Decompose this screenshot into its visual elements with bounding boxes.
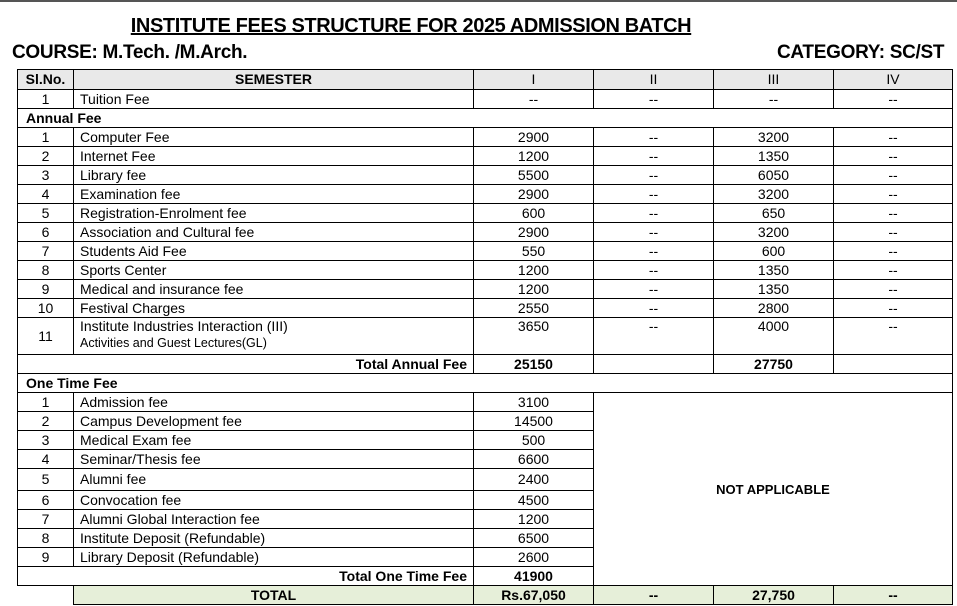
sem-2-value: -- [594,147,714,166]
sem-1-value: 6600 [474,450,594,469]
row-number: 9 [18,548,74,567]
sem-1-value: 600 [474,204,594,223]
sem-3-value: 1350 [714,280,834,299]
one-time-fee-heading: One Time Fee [18,374,953,393]
row-label: Alumni Global Interaction fee [74,510,474,529]
row-label: Association and Cultural fee [74,223,474,242]
sem-1-value: 2900 [474,223,594,242]
tuition-row [18,90,953,109]
sem-1-value: 4500 [474,491,594,510]
sem-1-value: -- [474,90,594,109]
sem-2-value: -- [594,242,714,261]
row-number: 5 [18,204,74,223]
grand-total-label: TOTAL [74,586,474,605]
total-one-time-fee-label: Total One Time Fee [18,567,474,586]
sem-1-value: 6500 [474,529,594,548]
one-time-fee-section-row [18,374,953,393]
row-label: Registration-Enrolment fee [74,204,474,223]
row-number: 9 [18,280,74,299]
document-title: INSTITUTE FEES STRUCTURE FOR 2025 ADMISSION BATCH [130,15,692,37]
sem-1-value: 2400 [474,469,594,491]
annual-fee-heading: Annual Fee [18,109,953,128]
row-number: 7 [18,510,74,529]
sem-4-value: -- [834,204,953,223]
sem-4-value: -- [834,90,953,109]
row-label: Library Deposit (Refundable) [74,548,474,567]
total-annual-fee-sem-2 [594,355,714,374]
sem-4-value: -- [834,242,953,261]
row-label: Medical Exam fee [74,431,474,450]
sem-4-value: -- [834,223,953,242]
row-number: 1 [18,128,74,147]
row-label: Alumni fee [74,469,474,491]
sem-1-value: 1200 [474,280,594,299]
row-label-line-1: Institute Industries Interaction (III) [80,318,288,334]
row-number: 4 [18,450,74,469]
sem-3-value: 1350 [714,147,834,166]
row-label: Tuition Fee [74,90,474,109]
row-number: 1 [18,90,74,109]
table-row [18,242,953,261]
sem-3-value: 3200 [714,185,834,204]
row-number: 6 [18,491,74,510]
sem-4-value: -- [834,147,953,166]
table-row [18,299,953,318]
sem-2-value: -- [594,204,714,223]
table-row-two-line [18,318,953,355]
sem-3-value: 6050 [714,166,834,185]
header-sem-4: IV [834,70,953,90]
row-number: 8 [18,261,74,280]
total-annual-fee-sem-3: 27750 [714,355,834,374]
row-number: 8 [18,529,74,548]
course-label: COURSE: M.Tech. /M.Arch. [12,42,248,63]
total-annual-fee-row [18,355,953,374]
top-rule [0,0,957,2]
total-annual-fee-label: Total Annual Fee [18,355,474,374]
sem-4-value: -- [834,299,953,318]
sem-3-value: 4000 [714,318,834,355]
grand-total-sem-3: 27,750 [714,586,834,605]
sem-1-value: 2900 [474,128,594,147]
sem-4-value: -- [834,261,953,280]
not-applicable-cell: NOT APPLICABLE [594,393,953,586]
row-label: Institute Deposit (Refundable) [74,529,474,548]
row-number: 3 [18,431,74,450]
sem-1-value: 550 [474,242,594,261]
row-label [74,318,474,355]
sem-1-value: 500 [474,431,594,450]
sem-3-value: 600 [714,242,834,261]
sem-1-value: 1200 [474,261,594,280]
table-row [18,147,953,166]
row-number: 2 [18,147,74,166]
total-one-time-fee-value: 41900 [474,567,594,586]
sem-2-value: -- [594,299,714,318]
row-number: 4 [18,185,74,204]
header-sem-2: II [594,70,714,90]
sem-4-value: -- [834,280,953,299]
row-label: Seminar/Thesis fee [74,450,474,469]
row-label: Admission fee [74,393,474,412]
sem-1-value: 2600 [474,548,594,567]
sem-1-value: 3650 [474,318,594,355]
table-row [18,128,953,147]
row-label: Library fee [74,166,474,185]
fees-table [17,69,953,605]
annual-fee-section-row [18,109,953,128]
grand-total-sem-2: -- [594,586,714,605]
row-number: 6 [18,223,74,242]
row-number: 5 [18,469,74,491]
sem-1-value: 14500 [474,412,594,431]
sem-3-value: 3200 [714,223,834,242]
sem-3-value: 1350 [714,261,834,280]
grand-total-spacer [18,586,74,605]
row-number: 3 [18,166,74,185]
table-row [18,223,953,242]
sem-2-value: -- [594,128,714,147]
category-label: CATEGORY: SC/ST [777,42,945,63]
grand-total-row [18,586,953,605]
sem-4-value: -- [834,166,953,185]
row-label: Festival Charges [74,299,474,318]
header-row [18,70,953,90]
sem-1-value: 3100 [474,393,594,412]
header-slno: Sl.No. [18,70,74,90]
row-label: Students Aid Fee [74,242,474,261]
row-number: 7 [18,242,74,261]
sem-2-value: -- [594,280,714,299]
row-label: Convocation fee [74,491,474,510]
sem-3-value: 2800 [714,299,834,318]
header-semester: SEMESTER [74,70,474,90]
header-sem-3: III [714,70,834,90]
sem-1-value: 5500 [474,166,594,185]
sem-3-value: 3200 [714,128,834,147]
sem-3-value: -- [714,90,834,109]
sem-4-value: -- [834,128,953,147]
sem-1-value: 1200 [474,510,594,529]
row-label-line-2: Activities and Guest Lectures(GL) [80,336,267,350]
row-number: 10 [18,299,74,318]
row-number: 2 [18,412,74,431]
sem-1-value: 2550 [474,299,594,318]
total-annual-fee-sem-1: 25150 [474,355,594,374]
table-row [18,393,953,412]
sem-4-value: -- [834,185,953,204]
sem-4-value: -- [834,318,953,355]
row-number: 11 [18,318,74,355]
sem-1-value: 2900 [474,185,594,204]
sem-2-value: -- [594,90,714,109]
row-number: 1 [18,393,74,412]
table-row [18,280,953,299]
sem-2-value: -- [594,261,714,280]
header-sem-1: I [474,70,594,90]
row-label: Computer Fee [74,128,474,147]
table-row [18,185,953,204]
row-label: Internet Fee [74,147,474,166]
grand-total-sem-1: Rs.67,050 [474,586,594,605]
grand-total-sem-4: -- [834,586,953,605]
sem-2-value: -- [594,166,714,185]
row-label: Examination fee [74,185,474,204]
row-label: Campus Development fee [74,412,474,431]
total-annual-fee-sem-4 [834,355,953,374]
sem-2-value: -- [594,223,714,242]
sem-3-value: 650 [714,204,834,223]
table-row [18,261,953,280]
sem-2-value: -- [594,318,714,355]
row-label: Sports Center [74,261,474,280]
row-label: Medical and insurance fee [74,280,474,299]
sem-1-value: 1200 [474,147,594,166]
table-row [18,204,953,223]
table-row [18,166,953,185]
sem-2-value: -- [594,185,714,204]
